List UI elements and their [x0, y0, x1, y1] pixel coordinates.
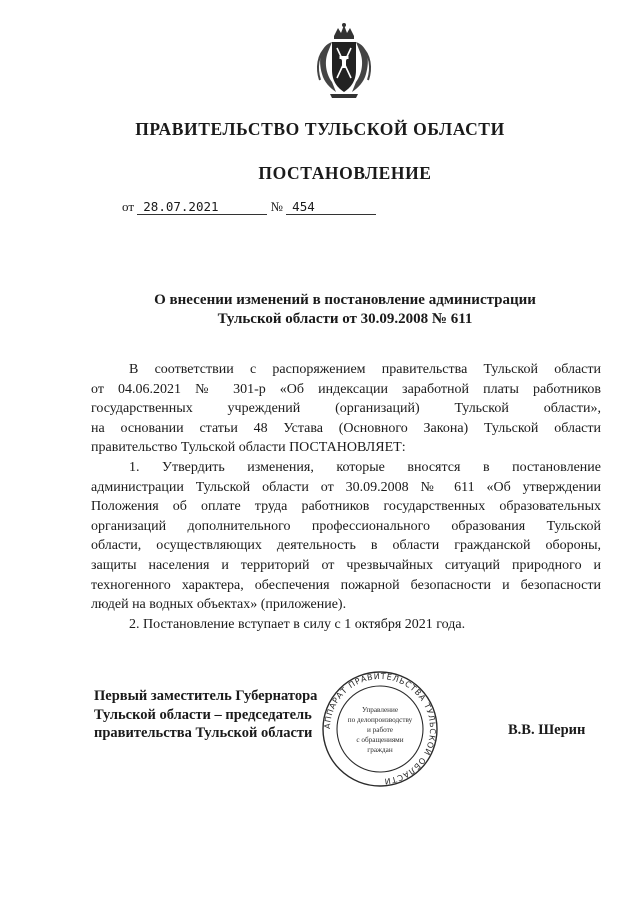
document-number: 454 — [286, 199, 376, 215]
body-line: людей на водных объектах» (приложение). — [91, 597, 347, 613]
body-line: защиты населения и территорий от чрезвычайных ситуаций природного и — [91, 557, 601, 573]
document-date: 28.07.2021 — [137, 199, 267, 215]
position-line: правительства Тульской области — [94, 725, 313, 741]
signatory-position — [94, 687, 317, 743]
subject-line: Тульской области от 30.09.2008 № 611 — [217, 311, 473, 327]
stamp-text: по делопроизводству — [347, 716, 413, 724]
position-line: Первый заместитель Губернатора — [94, 688, 318, 704]
document-subject — [0, 291, 640, 329]
body-line: правительство Тульской области ПОСТАНОВЛЯЕТ: — [91, 440, 406, 456]
document-body — [91, 360, 601, 634]
body-line: администрации Тульской области от 30.09.2008 № 611 «Об утверждении — [91, 479, 601, 495]
body-line: на основании статьи 48 Устава (Основного Закона) Тульской области — [91, 420, 601, 436]
date-label: от — [122, 199, 135, 214]
body-line: организаций дополнительного профессионального образования Тульской — [91, 518, 601, 534]
office-stamp — [320, 670, 440, 788]
document-meta — [122, 199, 376, 215]
body-line: государственных учреждений (организаций) Тульской области», — [91, 401, 601, 417]
stamp-text: Управление — [361, 706, 399, 714]
subject-line: О внесении изменений в постановление администрации — [154, 292, 536, 308]
body-line: В соответствии с распоряжением правительства Тульской области — [129, 362, 601, 377]
number-label: № — [270, 199, 283, 214]
body-line: 1. Утвердить изменения, которые вносятся в постановление — [129, 459, 601, 475]
body-line: области, осуществляющих деятельность в области гражданской обороны, — [91, 538, 601, 554]
document-type: ПОСТАНОВЛЕНИЕ — [258, 163, 432, 183]
body-line: от 04.06.2021 № 301-р «Об индексации заработной платы работников — [91, 381, 601, 397]
government-title: ПРАВИТЕЛЬСТВО ТУЛЬСКОЙ ОБЛАСТИ — [135, 119, 505, 139]
signatory-name: В.В. Шерин — [508, 722, 586, 738]
stamp-text: и работе — [367, 726, 393, 734]
tula-coat-of-arms-icon — [312, 22, 376, 102]
body-line: техногенного характера, обеспечения пожарной безопасности и безопасности — [91, 577, 601, 593]
body-line: 2. Постановление вступает в силу с 1 октября 2021 года. — [129, 616, 466, 632]
position-line: Тульской области – председатель — [94, 706, 312, 723]
stamp-text: с обращениями — [356, 736, 404, 744]
stamp-ring-text: АППАРАТ ПРАВИТЕЛЬСТВА ТУЛЬСКОЙ ОБЛАСТИ — [322, 671, 438, 786]
body-line: Положения об оплате труда работников государственных образовательных — [91, 499, 601, 515]
stamp-text: граждан — [367, 746, 393, 754]
